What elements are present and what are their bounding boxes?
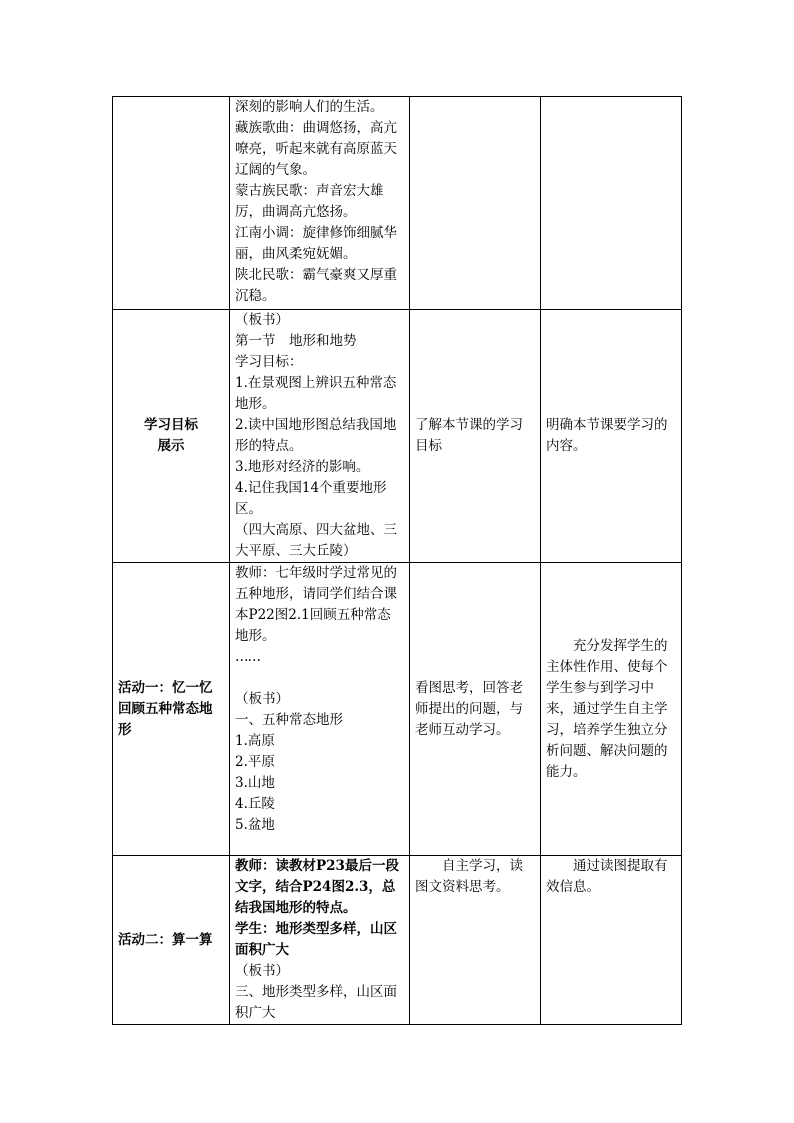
- row-label: [113, 97, 230, 310]
- text-line: （板书）: [235, 691, 289, 707]
- text-line: 学习目标：: [235, 354, 303, 370]
- text-line: 教师：七年级时学过常见的五种地形，请同学们结合课本P22图2.1回顾五种常态地形。: [235, 565, 397, 644]
- text-line: 5.盆地: [235, 817, 275, 833]
- table-row: [113, 563, 682, 856]
- text-line: 2.平原: [235, 754, 275, 770]
- teacher-activity-cell: [230, 856, 410, 1025]
- text-line: 第一节 地形和地势: [235, 333, 357, 349]
- student-activity-cell: [410, 97, 541, 310]
- text-line: 1.在景观图上辨识五种常态地形。: [235, 375, 397, 412]
- text-line: [235, 668, 404, 689]
- text-line: 4.记住我国14个重要地形区。: [235, 480, 387, 517]
- text-line: （四大高原、四大盆地、三大平原、三大丘陵）: [235, 522, 397, 559]
- design-intent-cell: 通过读图提取有效信息。: [541, 856, 682, 1025]
- teacher-activity-cell: [230, 563, 410, 856]
- student-activity-cell: 了解本节课的学习目标: [410, 310, 541, 563]
- text-line: 江南小调：旋律修饰细腻华丽，曲风柔宛妩媚。: [235, 225, 397, 262]
- text-line: 4.丘陵: [235, 796, 275, 812]
- design-intent-cell: [541, 97, 682, 310]
- text-line: ……: [235, 649, 260, 665]
- text-line: （板书）: [235, 312, 289, 328]
- text-line: 教师：读教材P23最后一段文字，结合P24图2.3，总结我国地形的特点。: [235, 858, 399, 916]
- table-row: [113, 310, 682, 563]
- text-line: 一、五种常态地形: [235, 712, 343, 728]
- teacher-activity-cell: [230, 97, 410, 310]
- teacher-activity-cell: [230, 310, 410, 563]
- text-line: 1.高原: [235, 733, 275, 749]
- text-line: 藏族歌曲：曲调悠扬，高亢嘹亮，听起来就有高原蓝天辽阔的气象。: [235, 120, 397, 178]
- text-line: 3.地形对经济的影响。: [235, 459, 370, 475]
- design-intent-cell: 明确本节课要学习的内容。: [541, 310, 682, 563]
- text-line: 三、地形类型多样，山区面积广大: [235, 984, 397, 1021]
- row-label: 活动一：忆一忆回顾五种常态地形: [113, 563, 230, 856]
- text-line: 学生：地形类型多样，山区面积广大: [235, 921, 397, 958]
- text-line: 深刻的影响人们的生活。: [235, 99, 384, 115]
- design-intent-cell: 充分发挥学生的主体性作用、使每个学生参与到学习中来，通过学生自主学习，培养学生独立分析问题、解决问题的能力。: [541, 563, 682, 856]
- text-line: 蒙古族民歌：声音宏大雄厉，曲调高亢悠扬。: [235, 183, 384, 220]
- table-row: [113, 856, 682, 1025]
- lesson-plan-table: [112, 96, 682, 1025]
- text-line: 陕北民歌：霸气豪爽又厚重沉稳。: [235, 267, 397, 304]
- student-activity-cell: 自主学习，读图文资料思考。: [410, 856, 541, 1025]
- student-activity-cell: 看图思考，回答老师提出的问题，与老师互动学习。: [410, 563, 541, 856]
- row-label: 学习目标展示: [113, 310, 230, 563]
- table-row: [113, 97, 682, 310]
- row-label: 活动二：算一算: [113, 856, 230, 1025]
- text-line: （板书）: [235, 963, 289, 979]
- text-line: 2.读中国地形图总结我国地形的特点。: [235, 417, 397, 454]
- text-line: 3.山地: [235, 775, 275, 791]
